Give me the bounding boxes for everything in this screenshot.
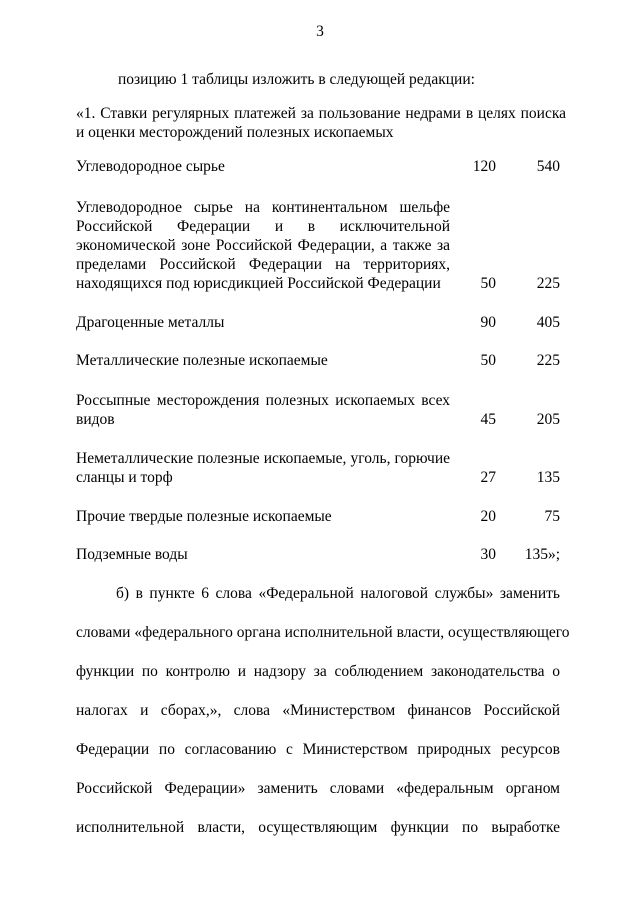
row-value-1: 27	[480, 469, 496, 486]
row-value-1: 90	[480, 314, 496, 331]
row-value-2: 405	[536, 314, 560, 331]
row-value-1: 20	[480, 508, 496, 525]
row-label: Прочие твердые полезные ископаемые	[76, 508, 332, 525]
page-number: 3	[316, 23, 324, 40]
table-heading: «1. Ставки регулярных платежей за пользование недрами в целях поиска и оценки месторождений полезных ископаемых	[76, 105, 566, 141]
row-label: Подземные воды	[76, 546, 188, 563]
table-row	[76, 198, 566, 293]
row-value-1: 120	[472, 158, 496, 175]
table-row	[76, 507, 566, 526]
row-label: Металлические полезные ископаемые	[76, 352, 328, 369]
row-value-1: 30	[480, 546, 496, 563]
row-value-2: 75	[544, 508, 560, 525]
row-value-2: 225	[536, 352, 560, 369]
row-label: Россыпные месторождения полезных ископаемых всех видов	[76, 392, 450, 428]
table-row	[76, 351, 566, 370]
paragraph-line: Российской Федерации» заменить словами «федеральным органом	[76, 780, 560, 797]
table-row	[76, 391, 566, 429]
intro-text: позицию 1 таблицы изложить в следующей редакции:	[118, 71, 475, 88]
row-value-2: 135»;	[524, 546, 560, 563]
row-value-2: 205	[536, 411, 560, 428]
row-value-2: 225	[536, 275, 560, 292]
paragraph-line: Федерации по согласованию с Министерством природных ресурсов	[76, 741, 560, 758]
row-value-2: 540	[536, 158, 560, 175]
row-label: Драгоценные металлы	[76, 314, 225, 331]
paragraph-line: налогах и сборах,», слова «Министерством финансов Российской	[76, 702, 560, 719]
paragraph-line: б) в пункте 6 слова «Федеральной налоговой службы» заменить	[116, 585, 560, 602]
row-value-1: 50	[480, 275, 496, 292]
row-label: Углеводородное сырье	[76, 158, 225, 175]
table-row	[76, 545, 566, 564]
table-row	[76, 449, 566, 487]
row-label: Углеводородное сырье на континентальном шельфе Российской Федерации и в исключительной экономической зоне Российской Федерации, а также за пределами Российской Федерации на территориях, находящихся под юрисдикцией Российской Федерации	[76, 199, 450, 292]
table-row	[76, 313, 566, 332]
row-value-1: 50	[480, 352, 496, 369]
row-label: Неметаллические полезные ископаемые, уголь, горючие сланцы и торф	[76, 450, 450, 486]
paragraph-line: функции по контролю и надзору за соблюдением законодательства о	[76, 663, 560, 680]
row-value-2: 135	[536, 469, 560, 486]
paragraph-line: словами «федерального органа исполнительной власти, осуществляющего	[76, 624, 570, 641]
row-value-1: 45	[480, 411, 496, 428]
paragraph-line: исполнительной власти, осуществляющим функции по выработке	[76, 819, 560, 836]
table-row	[76, 157, 566, 176]
